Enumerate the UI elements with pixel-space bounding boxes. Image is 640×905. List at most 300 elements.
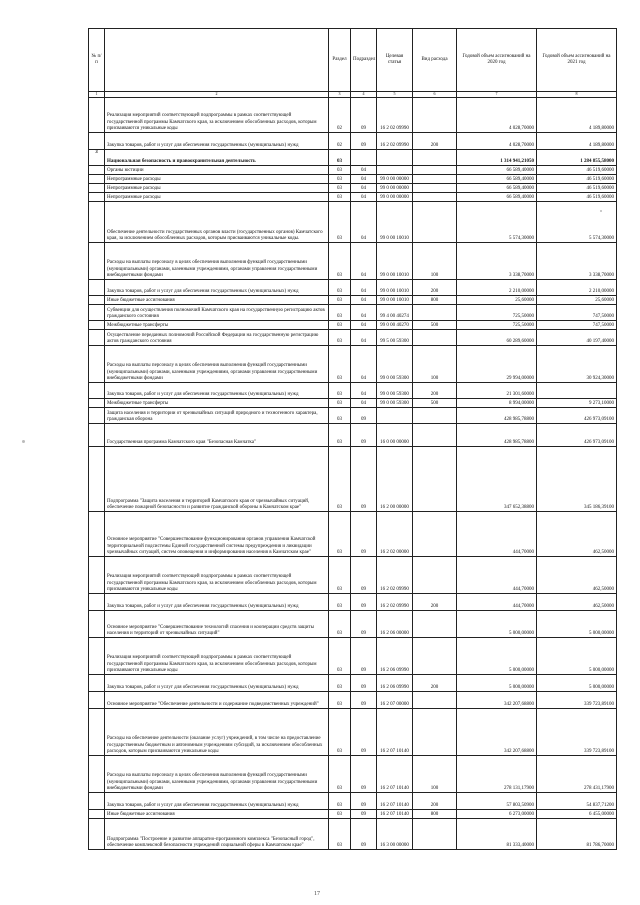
row-section: 03 [329,692,351,709]
row-expense [413,184,457,193]
row-name: Закупка товаров, работ и услуг для обеспечения государственных (муниципальных) нужд [105,280,329,296]
row-2021: 25,60000 [537,296,617,305]
row-target: 99 0 00 00000 [377,184,413,193]
row-target: 16 2 07 10140 [377,709,413,756]
table-row [89,447,617,512]
row-number [89,133,105,150]
row-subsection: 09 [351,638,377,675]
table-row [89,383,617,399]
row-section: 03 [329,709,351,756]
scan-speck [22,440,25,443]
row-subsection: 04 [351,166,377,175]
row-number [89,675,105,692]
header-subsection: Подраздел [351,29,377,92]
row-2021: 5 000,00000 [537,611,617,638]
table-row [89,709,617,756]
row-number [89,175,105,184]
row-subsection: 04 [351,330,377,346]
row-name: Закупка товаров, работ и услуг для обеспечения государственных (муниципальных) нужд [105,133,329,150]
table-row [89,330,617,346]
row-name: Национальная безопасность и правоохранительная деятельность [105,150,329,166]
table-row [89,399,617,408]
table-row [89,512,617,557]
row-number [89,793,105,810]
row-2020: 428 985,78800 [457,424,537,447]
row-section: 03 [329,793,351,810]
row-section: 03 [329,202,351,243]
row-name: Непрограммные расходы [105,184,329,193]
row-section: 03 [329,638,351,675]
row-target: 99 0 00 10010 [377,202,413,243]
row-2021: 4 189,80000 [537,98,617,133]
row-2020: 5 574,30000 [457,202,537,243]
row-section: 03 [329,175,351,184]
row-name: Субвенции для осуществления полномочий Камчатского края на государственную регистрацию актов гражданского состояния [105,305,329,321]
row-2021: 462,50000 [537,594,617,611]
row-target: 99 0 00 59300 [377,399,413,408]
row-2020: 57 803,50900 [457,793,537,810]
row-subsection: 09 [351,133,377,150]
row-expense: 100 [413,346,457,383]
row-section: 03 [329,810,351,819]
table-row [89,594,617,611]
row-target: 16 2 02 00000 [377,512,413,557]
row-2021: 1 284 855,58000 [537,150,617,166]
row-section: 03 [329,330,351,346]
row-name: Непрограммные расходы [105,193,329,202]
row-section: 03 [329,280,351,296]
row-number [89,280,105,296]
row-name: Осуществление переданных полномочий Российской Федерации на государственную регистрацию актов гражданского состояния [105,330,329,346]
row-name: Государственная программа Камчатского края "Безопасная Камчатка" [105,424,329,447]
row-section: 03 [329,424,351,447]
row-2021: 426 973,09100 [537,408,617,424]
col-index: 3 [329,92,351,98]
row-2020: 3 338,70000 [457,243,537,280]
row-target: 99 0 00 40270 [377,321,413,330]
row-number: 3 [89,150,105,166]
row-2021: 278 431,17900 [537,756,617,793]
row-2021: 46 519,60000 [537,193,617,202]
row-expense [413,447,457,512]
row-2020: 1 314 941,21050 [457,150,537,166]
row-2021: 345 186,39100 [537,447,617,512]
row-section: 03 [329,150,351,166]
row-2021: 5 000,00000 [537,638,617,675]
row-name: Расходы на обеспечение деятельности (оказание услуг) учреждений, в том числе на предоставление государственным бюджетным и автономным учреждениям субсидий, за исключением обособленных расходов, которым присваиваются уникальные коды [105,709,329,756]
row-target: 16 2 07 10140 [377,756,413,793]
row-number [89,202,105,243]
row-target: 16 2 00 00000 [377,447,413,512]
row-subsection [351,150,377,166]
row-name: Расходы на выплаты персоналу в целях обеспечения выполнения функций государственными (муниципальными) органами, казенными учреждениями, органами управления государственными внебюджетными фондами [105,756,329,793]
row-number [89,611,105,638]
table-row [89,202,617,243]
row-target: 99 0 00 10010 [377,243,413,280]
row-target [377,150,413,166]
row-subsection: 09 [351,709,377,756]
table-row [89,810,617,819]
col-index: 2 [105,92,329,98]
row-number [89,193,105,202]
row-name: Основное мероприятие "Совершенствование функционирования органов управления Камчатской территориальной подсистемы Единой государственной системы предупреждения и ликвидации чрезвычайных ситуаций, систем оповещения и информирования населения в Камчатском крае" [105,512,329,557]
row-number [89,243,105,280]
table-row [89,175,617,184]
row-number [89,819,105,850]
row-section: 03 [329,305,351,321]
row-expense: 500 [413,399,457,408]
row-expense [413,150,457,166]
row-expense [413,557,457,594]
row-subsection: 09 [351,810,377,819]
col-index: 8 [537,92,617,98]
row-2021: 46 519,60000 [537,166,617,175]
page-number: 17 [314,891,320,897]
row-section: 02 [329,98,351,133]
row-expense: 200 [413,383,457,399]
row-subsection: 04 [351,193,377,202]
table-row [89,638,617,675]
row-expense: 200 [413,675,457,692]
row-2021: 747,50000 [537,305,617,321]
row-2020: 725,50000 [457,321,537,330]
row-section: 03 [329,675,351,692]
col-index: 6 [413,92,457,98]
row-2020: 347 652,38800 [457,447,537,512]
table-row [89,793,617,810]
table-row [89,557,617,594]
row-2020: 6 273,00000 [457,810,537,819]
row-name: Подпрограмма "Построение и развитие аппаратно-программного комплекса "Безопасный город", обеспечение комплексной безопасности учреждений социальной сферы в Камчатском крае" [105,819,329,850]
budget-table [88,28,617,850]
row-subsection: 09 [351,557,377,594]
row-subsection: 09 [351,756,377,793]
row-target: 99 0 00 00000 [377,193,413,202]
table-body [89,98,617,850]
row-section: 03 [329,756,351,793]
table-row [89,280,617,296]
row-target [377,408,413,424]
table-row [89,321,617,330]
row-subsection: 09 [351,408,377,424]
row-number [89,305,105,321]
row-2020: 21 301,60000 [457,383,537,399]
row-name: Реализация мероприятий соответствующей подпрограммы в рамках соответствующей государственной программы Камчатского края, за исключением обособленных расходов, которым присваиваются уникальные коды [105,557,329,594]
row-number [89,424,105,447]
row-number [89,184,105,193]
row-number [89,346,105,383]
row-expense [413,709,457,756]
table-row [89,675,617,692]
row-2020: 5 000,00000 [457,638,537,675]
row-2021: 462,50000 [537,557,617,594]
row-expense [413,98,457,133]
row-2020: 725,50000 [457,305,537,321]
row-expense [413,175,457,184]
col-index: 4 [351,92,377,98]
row-target: 16 3 00 00000 [377,819,413,850]
header-target: Целевая статья [377,29,413,92]
row-target: 16 2 07 10140 [377,810,413,819]
row-target: 16 2 06 09990 [377,675,413,692]
row-name: Межбюджетные трансферты [105,321,329,330]
row-2021: 81 786,70000 [537,819,617,850]
row-expense [413,638,457,675]
row-target: 16 2 07 00000 [377,692,413,709]
row-2020: 66 589,40000 [457,166,537,175]
row-subsection: 09 [351,447,377,512]
row-target: 16 2 06 09990 [377,638,413,675]
row-target: 16 2 06 00000 [377,611,413,638]
row-expense: 200 [413,594,457,611]
row-subsection: 09 [351,692,377,709]
row-subsection: 04 [351,243,377,280]
row-name: Реализация мероприятий соответствующей подпрограммы в рамках соответствующей государственной программы Камчатского края, за исключением обособленных расходов, которым присваиваются уникальные коды [105,98,329,133]
row-number [89,756,105,793]
budget-table-page [88,28,616,850]
row-name: Подпрограмма "Защита населения и территорий Камчатского края от чрезвычайных ситуаций, обеспечение пожарной безопасности и развитие гражданской обороны в Камчатском крае" [105,447,329,512]
row-number [89,399,105,408]
row-name: Иные бюджетные ассигнования [105,296,329,305]
row-name: Защита населения и территории от чрезвычайных ситуаций природного и техногенного характера, гражданская оборона [105,408,329,424]
header-name [105,29,329,92]
row-2020: 5 000,00000 [457,611,537,638]
row-2021: 46 519,60000 [537,184,617,193]
row-section: 03 [329,512,351,557]
row-subsection: 09 [351,512,377,557]
row-subsection: 04 [351,305,377,321]
row-number [89,709,105,756]
row-section: 03 [329,399,351,408]
row-number [89,98,105,133]
row-section: 03 [329,193,351,202]
row-number [89,321,105,330]
row-target: 16 2 02 09990 [377,133,413,150]
row-2021: 6 455,00000 [537,810,617,819]
row-2020: 66 589,40000 [457,193,537,202]
row-2021: 9 273,10000 [537,399,617,408]
row-expense [413,424,457,447]
row-subsection: 09 [351,594,377,611]
row-subsection: 04 [351,399,377,408]
row-name: Межбюджетные трансферты [105,399,329,408]
row-section: 03 [329,243,351,280]
row-2020: 342 207,68800 [457,709,537,756]
header-section: Раздел [329,29,351,92]
scan-speck [600,210,602,212]
table-row [89,305,617,321]
row-section: 03 [329,557,351,594]
row-name: Расходы на выплаты персоналу в целях обеспечения выполнения функций государственными (муниципальными) органами, казенными учреждениями, органами управления государственными внебюджетными фондами [105,243,329,280]
row-subsection: 09 [351,675,377,692]
row-target: 99 0 00 59300 [377,346,413,383]
row-2020: 8 994,00000 [457,399,537,408]
row-2020: 444,70000 [457,557,537,594]
row-2020: 444,70000 [457,512,537,557]
table-row [89,408,617,424]
row-name: Расходы на выплаты персоналу в целях обеспечения выполнения функций государственными (муниципальными) органами, казенными учреждениями, органами управления государственными внебюджетными фондами [105,346,329,383]
row-number [89,594,105,611]
row-target [377,166,413,175]
row-name: Закупка товаров, работ и услуг для обеспечения государственных (муниципальных) нужд [105,793,329,810]
row-2020: 66 589,40000 [457,175,537,184]
row-2021: 339 723,89100 [537,692,617,709]
row-2020: 4 028,70000 [457,98,537,133]
row-number [89,408,105,424]
row-name: Основное мероприятие "Совершенствование технологий спасения и кооперации средств защиты населения и территорий от чрезвычайных ситуаций" [105,611,329,638]
row-subsection: 04 [351,383,377,399]
row-number [89,512,105,557]
row-expense: 200 [413,793,457,810]
row-subsection: 04 [351,202,377,243]
row-section: 03 [329,594,351,611]
col-index: 1 [89,92,105,98]
table-row [89,756,617,793]
row-name: Иные бюджетные ассигнования [105,810,329,819]
row-target: 99 0 00 59300 [377,383,413,399]
row-2021: 2 210,00000 [537,280,617,296]
header-row [89,29,617,92]
row-2020: 278 131,17900 [457,756,537,793]
row-number [89,296,105,305]
row-expense [413,692,457,709]
row-expense: 200 [413,133,457,150]
row-expense [413,819,457,850]
row-name: Закупка товаров, работ и услуг для обеспечения государственных (муниципальных) нужд [105,383,329,399]
row-target: 99 0 00 10010 [377,296,413,305]
row-section: 03 [329,296,351,305]
row-expense [413,166,457,175]
row-target: 16 2 02 09990 [377,98,413,133]
row-section: 02 [329,133,351,150]
table-row [89,184,617,193]
table-row [89,296,617,305]
row-name: Органы юстиции [105,166,329,175]
row-expense [413,408,457,424]
table-row [89,98,617,133]
row-expense [413,193,457,202]
row-2020: 5 000,00000 [457,675,537,692]
row-subsection: 04 [351,184,377,193]
row-target: 16 0 00 00000 [377,424,413,447]
row-subsection: 09 [351,611,377,638]
table-row [89,243,617,280]
row-expense [413,330,457,346]
row-subsection: 09 [351,793,377,810]
row-2020: 428 985,78800 [457,408,537,424]
row-expense [413,202,457,243]
row-2020: 342 207,68800 [457,692,537,709]
row-name: Обеспечение деятельности государственных органов власти (государственных органов) Камчатского края, за исключением обособленных расходов, которым присваиваются уникальные коды. [105,202,329,243]
row-2021 [537,383,617,399]
row-subsection: 04 [351,346,377,383]
row-number [89,810,105,819]
header-2021: Годовой объем ассигнований на 2021 год [537,29,617,92]
row-section: 03 [329,184,351,193]
row-name: Непрограммные расходы [105,175,329,184]
row-section: 03 [329,408,351,424]
row-expense: 500 [413,321,457,330]
row-expense: 800 [413,296,457,305]
row-target: 16 2 02 09990 [377,557,413,594]
row-section: 03 [329,447,351,512]
row-2020: 29 994,00000 [457,346,537,383]
row-subsection: 04 [351,280,377,296]
row-2021: 30 924,30000 [537,346,617,383]
row-name: Закупка товаров, работ и услуг для обеспечения государственных (муниципальных) нужд [105,675,329,692]
row-2021: 426 973,09100 [537,424,617,447]
header-expense: Вид расхода [413,29,457,92]
row-section: 03 [329,611,351,638]
row-2021: 54 837,71200 [537,793,617,810]
row-subsection: 04 [351,321,377,330]
row-number [89,638,105,675]
row-expense [413,512,457,557]
row-section: 03 [329,383,351,399]
row-subsection: 04 [351,296,377,305]
col-index: 7 [457,92,537,98]
col-index: 5 [377,92,413,98]
row-2020: 4 028,70000 [457,133,537,150]
row-2021: 462,50000 [537,512,617,557]
row-2020: 25,60000 [457,296,537,305]
row-subsection: 04 [351,175,377,184]
row-subsection: 09 [351,424,377,447]
row-expense: 800 [413,810,457,819]
table-row [89,133,617,150]
row-2021: 46 519,60000 [537,175,617,184]
header-2020: Годовой объем ассигнований на 2020 год [457,29,537,92]
table-row [89,424,617,447]
row-number [89,692,105,709]
row-2020: 66 589,40000 [457,184,537,193]
row-2021: 4 189,80000 [537,133,617,150]
row-expense [413,611,457,638]
row-2020: 444,70000 [457,594,537,611]
row-target: 99 0 00 00000 [377,175,413,184]
row-section: 03 [329,166,351,175]
row-number [89,383,105,399]
row-subsection: 09 [351,819,377,850]
row-section: 03 [329,819,351,850]
row-target: 16 2 02 09990 [377,594,413,611]
row-expense: 100 [413,756,457,793]
row-expense: 100 [413,243,457,280]
table-row [89,166,617,175]
row-2021: 5 000,00000 [537,675,617,692]
row-2021: 747,50000 [537,321,617,330]
table-row [89,193,617,202]
row-target: 99 5 00 59300 [377,330,413,346]
row-target: 99 0 00 10010 [377,280,413,296]
row-name: Закупка товаров, работ и услуг для обеспечения государственных (муниципальных) нужд [105,594,329,611]
row-expense: 200 [413,280,457,296]
table-row [89,692,617,709]
row-2020: 2 210,00000 [457,280,537,296]
row-expense [413,305,457,321]
row-number [89,557,105,594]
row-section: 03 [329,321,351,330]
row-2021: 40 197,40000 [537,330,617,346]
row-2020: 60 289,60000 [457,330,537,346]
header-num: № п/п [89,29,105,92]
row-number [89,330,105,346]
row-number [89,447,105,512]
row-target: 16 2 07 10140 [377,793,413,810]
table-row [89,611,617,638]
row-section: 03 [329,346,351,383]
row-2020: 81 333,40000 [457,819,537,850]
